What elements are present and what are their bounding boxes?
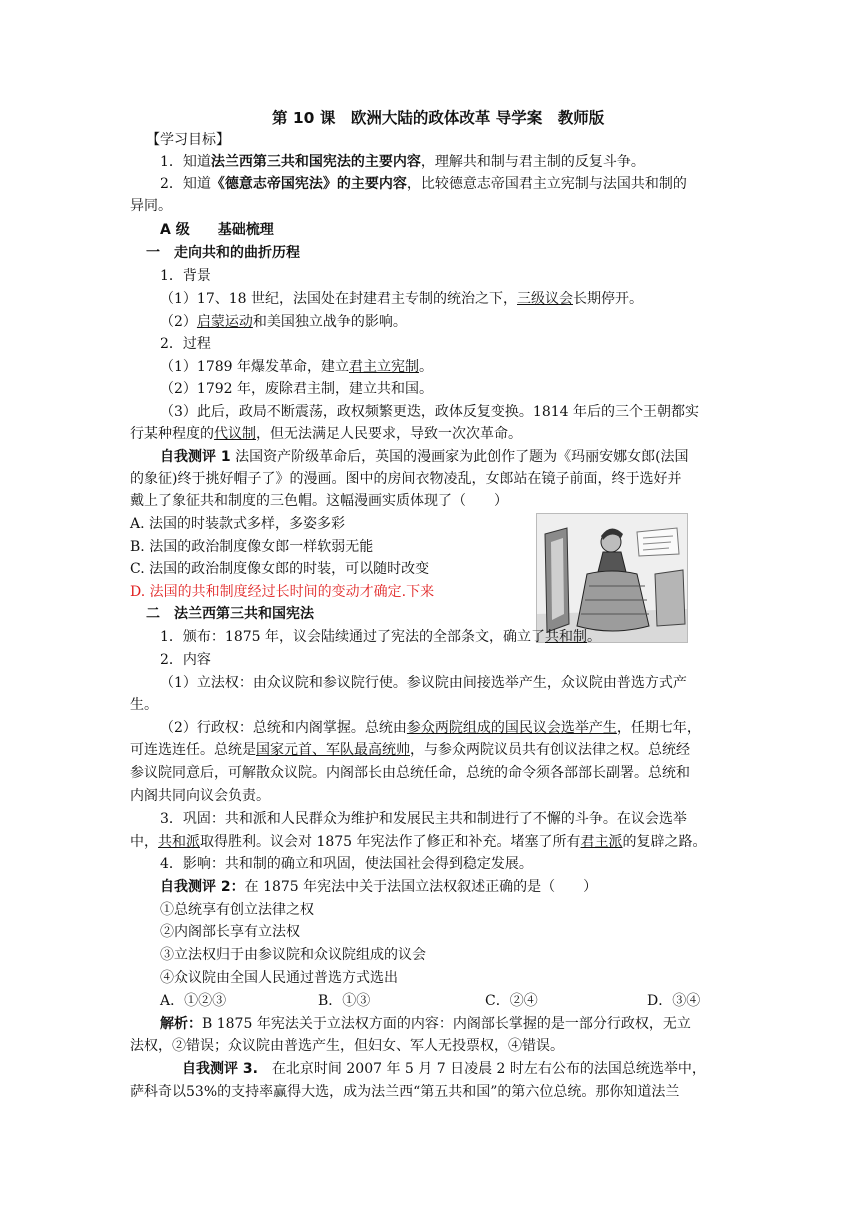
- process-3-cont: 行某种程度的代议制，但无法满足人民要求，导致一次次革命。: [130, 426, 522, 442]
- executive-power-3: 参议院同意后，可解散众议院。内阁部长由总统任命，总统的命令须各部部长副署。总统和: [130, 765, 690, 781]
- test-2-item-4: ④众议院由全国人民通过普选方式选出: [160, 970, 398, 986]
- test-1-option-b: B. 法国的政治制度像女郎一样软弱无能: [130, 539, 374, 555]
- test-1-option-c: C. 法国的政治制度像女郎的时装，可以随时改变: [130, 561, 430, 577]
- legislative-power: （1）立法权：由众议院和参议院行使。参议院由间接选举产生，众议院由普选方式产: [160, 675, 687, 691]
- test-1-question-cont: 的象征)终于挑好帽子了》的漫画。图中的房间衣物凌乱，女郎站在镜子前面，终于选好并: [130, 471, 682, 487]
- goal-2: 2．知道《德意志帝国宪法》的主要内容，比较德意志帝国君主立宪制与法国共和制的: [160, 176, 687, 192]
- publication: 1．颁布：1875 年，议会陆续通过了宪法的全部条文，确立了共和制。: [160, 629, 601, 645]
- process-heading: 2．过程: [160, 336, 211, 352]
- test-2-question: 自我测评 2：在 1875 年宪法中关于法国立法权叙述正确的是（ ）: [160, 879, 598, 895]
- goals-heading: 【学习目标】: [146, 132, 230, 148]
- test-3-question-cont: 萨科奇以53%的支持率赢得大选，成为法兰西“第五共和国”的第六位总统。那你知道法兰: [130, 1084, 680, 1100]
- cartoon-illustration: [536, 513, 688, 643]
- test-2-option-b: B．①③: [318, 993, 371, 1009]
- executive-power-2: 可连选连任。总统是国家元首、军队最高统帅，与参众两院议员共有创议法律之权。总统经: [130, 742, 690, 758]
- level-a-heading: A 级 基础梳理: [160, 222, 274, 238]
- test-2-item-1: ①总统享有创立法律之权: [160, 902, 314, 918]
- goal-2-cont: 异同。: [130, 198, 172, 214]
- consolidation-2: 中，共和派取得胜利。议会对 1875 年宪法作了修正和补充。堵塞了所有君主派的复辟之路。: [130, 834, 707, 850]
- background-2: （2）启蒙运动和美国独立战争的影响。: [160, 314, 407, 330]
- process-1: （1）1789 年爆发革命，建立君主立宪制。: [160, 359, 433, 375]
- test-2-analysis-cont: 法权，②错误；众议院由普选产生，但妇女、军人无投票权，④错误。: [130, 1038, 564, 1054]
- impact: 4．影响：共和制的确立和巩固，使法国社会得到稳定发展。: [160, 856, 533, 872]
- test-1-question-end: 戴上了象征共和制度的三色帽。这幅漫画实质体现了（ ）: [130, 493, 508, 509]
- process-3: （3）此后，政局不断震荡，政权频繁更迭，政体反复变换。1814 年后的三个王朝都实: [160, 404, 699, 420]
- test-1-question: 自我测评 1 法国资产阶级革命后，英国的漫画家为此创作了题为《玛丽安娜女郎(法国: [160, 449, 689, 465]
- test-2-option-a: A．①②③: [160, 993, 227, 1009]
- test-2-item-3: ③立法权归于由参议院和众议院组成的议会: [160, 947, 426, 963]
- section-1-heading: 一 走向共和的曲折历程: [146, 245, 300, 261]
- goal-1: 1．知道法兰西第三共和国宪法的主要内容，理解共和制与君主制的反复斗争。: [160, 154, 645, 170]
- background-1: （1）17、18 世纪，法国处在封建君主专制的统治之下，三级议会长期停开。: [160, 291, 643, 307]
- test-2-option-d: D．③④: [647, 993, 701, 1009]
- test-2-option-c: C．②④: [485, 993, 538, 1009]
- consolidation-1: 3．巩固：共和派和人民群众为维护和发展民主共和制进行了不懈的斗争。在议会选举: [160, 811, 687, 827]
- page-title: 第 10 课 欧洲大陆的政体改革 导学案 教师版: [272, 109, 605, 127]
- test-1-option-a: A. 法国的时装款式多样，多姿多彩: [130, 516, 346, 532]
- background-heading: 1．背景: [160, 268, 211, 284]
- test-2-item-2: ②内阁部长享有立法权: [160, 924, 300, 940]
- legislative-power-cont: 生。: [130, 697, 158, 713]
- test-2-analysis: 解析：B 1875 年宪法关于立法权方面的内容：内阁部长掌握的是一部分行政权，无立: [160, 1016, 691, 1032]
- executive-power-4: 内阁共同向议会负责。: [130, 788, 270, 804]
- executive-power-1: （2）行政权：总统和内阁掌握。总统由参众两院组成的国民议会选举产生，任期七年，: [160, 720, 701, 736]
- test-1-option-d: D. 法国的共和制度经过长时间的变动才确定.下来: [130, 584, 435, 600]
- process-2: （2）1792 年，废除君主制，建立共和国。: [160, 381, 433, 397]
- content-heading: 2．内容: [160, 652, 211, 668]
- test-3-question: 自我测评 3. 在北京时间 2007 年 5 月 7 日凌晨 2 时左右公布的法国总统选举中，: [182, 1061, 706, 1077]
- section-2-heading: 二 法兰西第三共和国宪法: [146, 606, 314, 622]
